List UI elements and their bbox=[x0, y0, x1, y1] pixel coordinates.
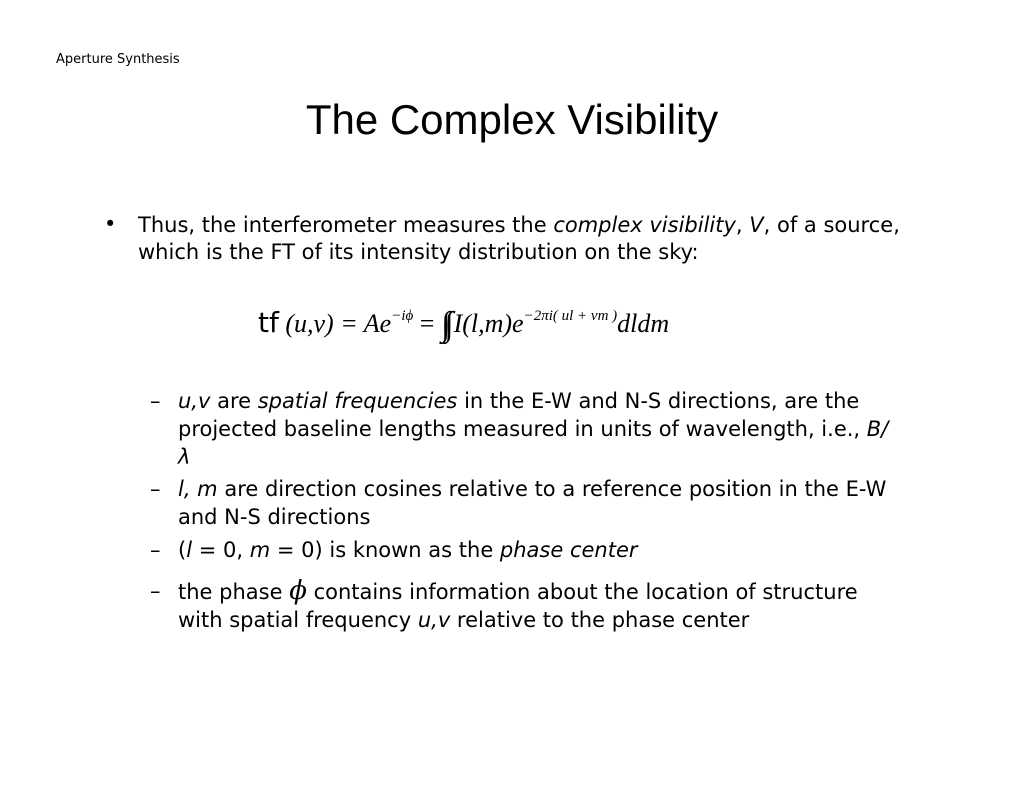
sub-dash: – bbox=[150, 477, 161, 501]
equation-lead: tf bbox=[258, 306, 279, 339]
equation-tail: dldm bbox=[617, 309, 670, 338]
sub-dash: – bbox=[150, 389, 161, 413]
slide-header: Aperture Synthesis bbox=[56, 52, 180, 67]
bullet-text: Thus, the interferometer measures the complex visibility, V, of a source, which is the FT of its intensity distribution on the sky: bbox=[138, 213, 900, 264]
double-integral: ∫∫ bbox=[440, 306, 448, 343]
sub-dash: – bbox=[150, 579, 161, 603]
equation-equals: = bbox=[413, 309, 441, 338]
sub-text: (l = 0, m = 0) is known as the phase center bbox=[178, 538, 638, 562]
equation-exp1: −iϕ bbox=[391, 308, 414, 324]
equation-lhs: (u,v) = Ae bbox=[285, 309, 392, 338]
bullet-dot: • bbox=[104, 212, 117, 236]
sub-dash: – bbox=[150, 538, 161, 562]
phi-symbol: ϕ bbox=[289, 576, 307, 606]
sub-text: the phase ϕ contains information about the location of structure with spatial frequency u,v relative to the phase center bbox=[178, 576, 858, 632]
equation-exp2: −2πi( ul + vm ) bbox=[523, 308, 618, 324]
visibility-equation bbox=[258, 306, 669, 344]
sub-text: l, m are direction cosines relative to a reference position in the E-W and N-S directions bbox=[178, 477, 887, 529]
sub-text: u,v are spatial frequencies in the E-W and N-S directions, are the projected baseline lengths measured in units of wavelength, i.e., B/λ bbox=[178, 389, 889, 469]
slide-title: The Complex Visibility bbox=[305, 96, 719, 143]
equation-body: I(l,m)e bbox=[453, 309, 524, 338]
